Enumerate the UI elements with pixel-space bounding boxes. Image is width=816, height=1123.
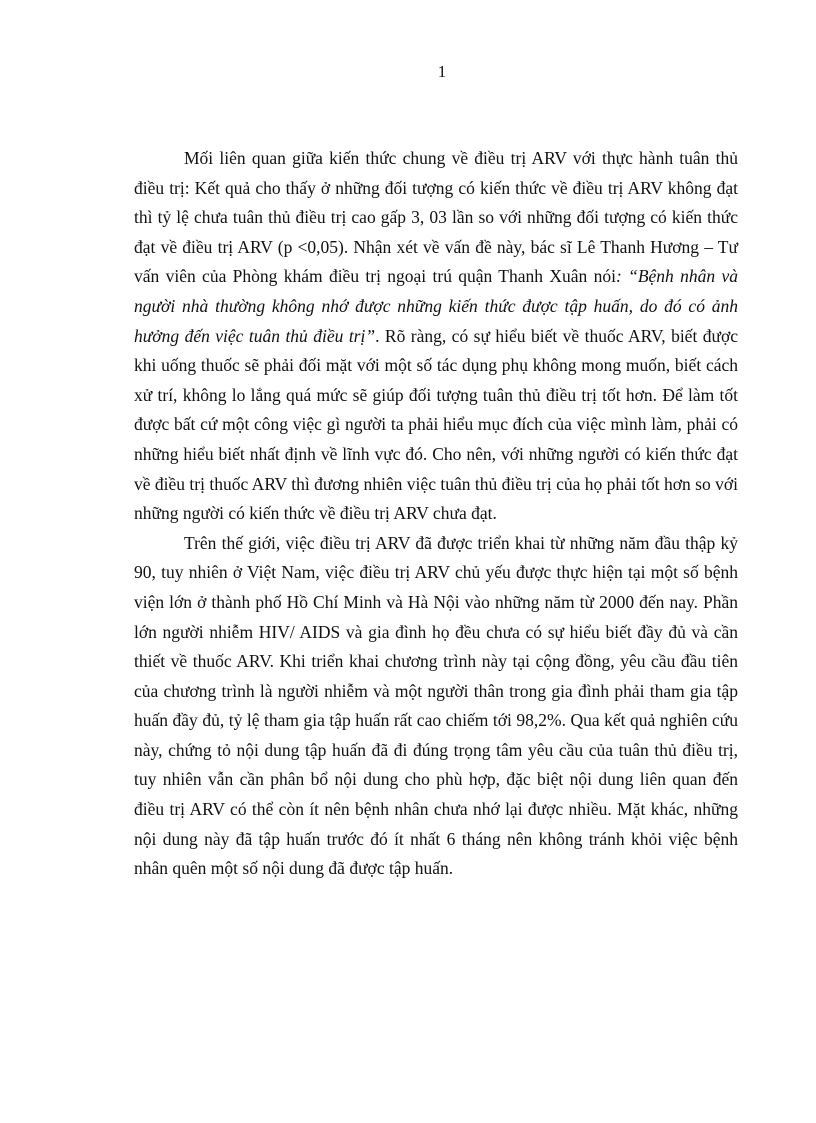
page-number: 1 — [437, 62, 447, 81]
paragraph-2: Trên thế giới, việc điều trị ARV đã được triển khai từ những năm đầu thập kỷ 90, tuy nhiên ở Việt Nam, việc điều trị ARV chủ yếu được thực hiện tại một số bệnh viện lớn ở thành phố Hồ Chí Minh và Hà Nội vào những năm từ 2000 đến nay. Phần lớn người nhiễm HIV/ AIDS và gia đình họ đều chưa có sự hiểu biết đầy đủ và cần thiết về thuốc ARV. Khi triển khai chương trình này tại cộng đồng, yêu cầu đầu tiên của chương trình là người nhiễm và một người thân trong gia đình phải tham gia tập huấn đầy đủ, tỷ lệ tham gia tập huấn rất cao chiếm tới 98,2%. Qua kết quả nghiên cứu này, chứng tỏ nội dung tập huấn đã đi đúng trọng tâm yêu cầu của tuân thủ điều trị, tuy nhiên vẫn cần phân bổ nội dung cho phù hợp, đặc biệt nội dung liên quan đến điều trị ARV có thể còn ít nên bệnh nhân chưa nhớ lại được nhiều. Mặt khác, những nội dung này đã tập huấn trước đó ít nhất 6 tháng nên không tránh khỏi việc bệnh nhân quên một số nội dung đã được tập huấn. — [134, 532, 738, 879]
paragraph-1 — [134, 144, 738, 529]
paragraph-1-text: Mối liên quan giữa kiến thức chung về điều trị ARV với thực hành tuân thủ điều trị: Kết quả cho thấy ở những đối tượng có kiến thức về điều trị ARV không đạt thì tỷ lệ chưa tuân thủ điều trị cao gấp 3, 03 lần so với những đối tượng có kiến thức đạt về điều trị ARV (p <0,05). Nhận xét về vấn đề này, bác sĩ Lê Thanh Hương – Tư vấn viên của Phòng khám điều trị ngoại trú quận Thanh Xuân nói — [134, 148, 738, 287]
paragraph-1-continuation: . Rõ ràng, có sự hiểu biết về thuốc ARV, biết được khi uống thuốc sẽ phải đối mặt với một số tác dụng phụ không mong muốn, biết cách xử trí, không lo lắng quá mức sẽ giúp đối tượng tuân thủ điều trị tốt hơn. Để làm tốt được bất cứ một công việc gì người ta phải hiểu mục đích của việc mình làm, phải có những hiểu biết nhất định về lĩnh vực đó. Cho nên, với những người có kiến thức đạt về điều trị thuốc ARV thì đương nhiên việc tuân thủ điều trị của họ phải tốt hơn so với những người có kiến thức về điều trị ARV chưa đạt. — [134, 325, 739, 524]
quotation: : “Bệnh nhân và người nhà thường không nhớ được những kiến thức được tập huấn, do đó có ảnh hưởng đến việc tuân thủ điều trị” — [134, 266, 738, 346]
body-text — [134, 144, 738, 884]
